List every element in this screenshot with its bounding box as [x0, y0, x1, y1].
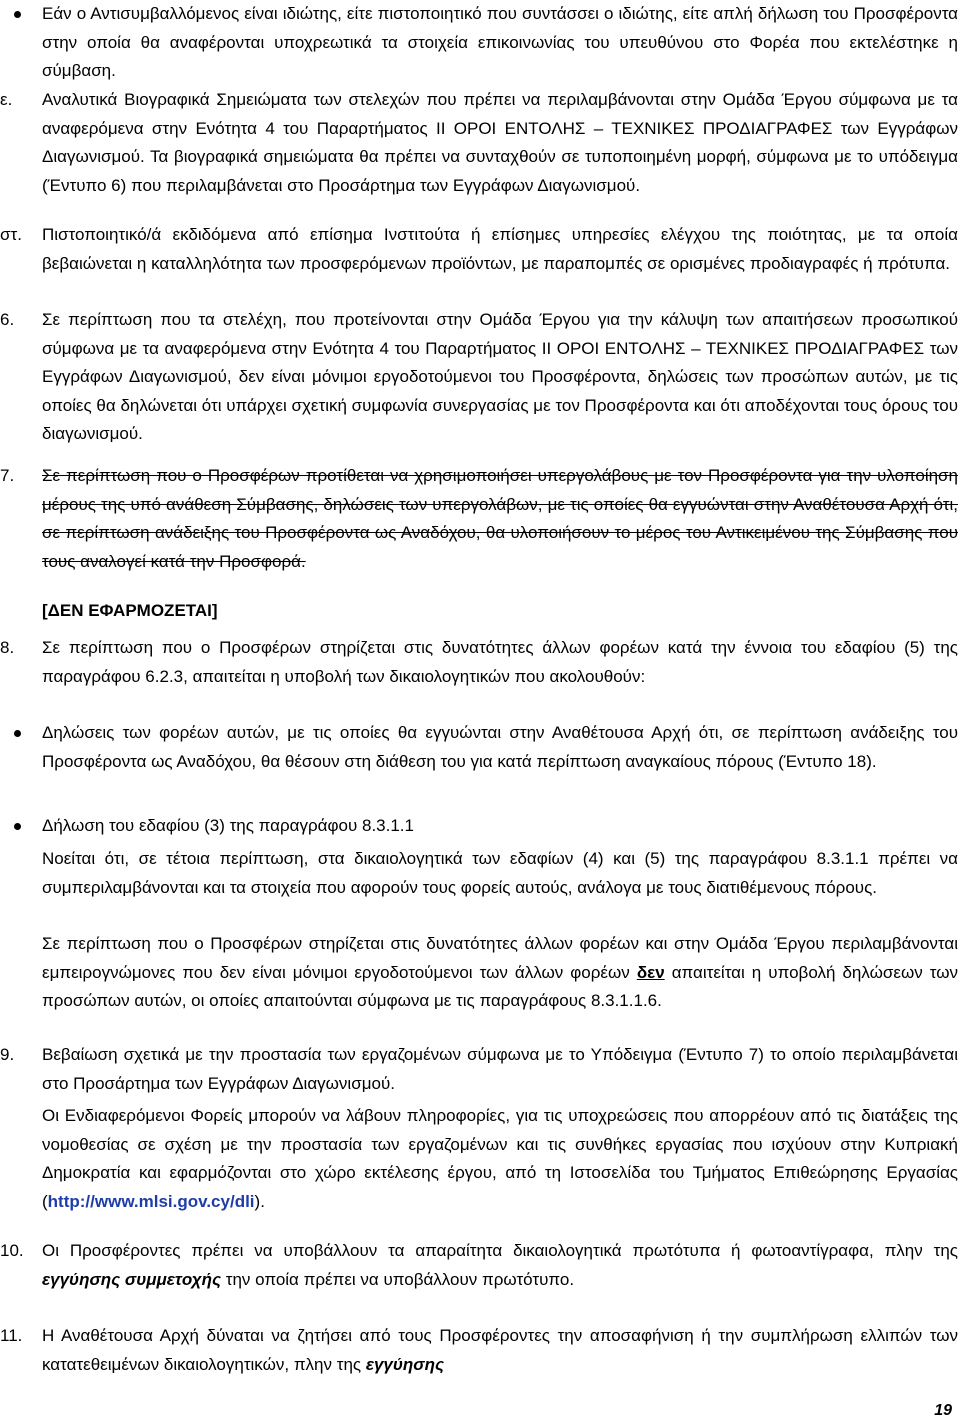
list-item-text: Πιστοποιητικό/ά εκδιδόμενα από επίσημα Ινστιτούτα ή επίσημες υπηρεσίες ελέγχου της ποιότητας, με τα οποία βεβαιώνεται η καταλληλότητα των προσφερόμενων προϊόντων, με παραπομπές σε ορισμένες προδιαγραφές ή πρότυπα. [42, 225, 958, 273]
item-marker: 10. [0, 1241, 24, 1260]
list-item-text: Σε περίπτωση που τα στελέχη, που προτείνονται στην Ομάδα Έργου για την κάλυψη των απαιτήσεων προσωπικού σύμφωνα με τα αναφερόμενα στην Ενότητα 4 του Παραρτήματος ΙΙ ΟΡΟΙ ΕΝΤΟΛΗΣ – ΤΕΧΝΙΚΕΣ ΠΡΟΔΙΑΓΡΑΦΕΣ των Εγγράφων Διαγωνισμού, δεν είναι μόνιμοι εργοδοτούμενοι του Προσφέροντα, δηλώσεις των προσώπων αυτών, με τις οποίες θα δηλώνεται ότι υπάρχει σχετική συμφωνία συνεργασίας με τον Προσφέροντα και ότι αποδέχονται τους όρους του διαγωνισμού. [42, 310, 958, 443]
list-item [0, 634, 960, 691]
list-item-text: Σε περίπτωση που ο Προσφέρων στηρίζεται στις δυνατότητες άλλων φορέων κατά την έννοια του εδαφίου (5) της παραγράφου 6.2.3, απαιτείται η υποβολή των δικαιολογητικών που ακολουθούν: [42, 638, 958, 686]
list-item [0, 1322, 960, 1379]
list-item-text: Εάν ο Αντισυμβαλλόμενος είναι ιδιώτης, είτε πιστοποιητικό που συντάσσει ο ιδιώτης, είτε απλή δήλωση του Προσφέροντα στην οποία θα αναφέρονται υποχρεωτικά τα στοιχεία επικοινωνίας του υπευθύνου στο Φορέα που εκτελέστηκε η σύμβαση. [42, 4, 958, 80]
paragraph: Νοείται ότι, σε τέτοια περίπτωση, στα δικαιολογητικά των εδαφίων (4) και (5) της παραγράφου 8.3.1.1 πρέπει να συμπεριλαμβάνονται και τα στοιχεία που αφορούν τους φορείς αυτούς, ανάλογα με τους διατιθέμενους πόρους. [42, 849, 958, 897]
list-item-text: Οι Προσφέροντες πρέπει να υποβάλλουν τα απαραίτητα δικαιολογητικά πρωτότυπα ή φωτοαντίγραφα, πλην της εγγύησης συμμετοχής την οποία πρέπει να υποβάλλουν πρωτότυπο. [42, 1241, 958, 1289]
paragraph: Σε περίπτωση που ο Προσφέρων στηρίζεται στις δυνατότητες άλλων φορέων και στην Ομάδα Έργου περιλαμβάνονται εμπειρογνώμονες που δεν είναι μόνιμοι εργοδοτούμενοι των άλλων φορέων δεν απαιτείται η υποβολή δηλώσεων των προσώπων αυτών, οι οποίες απαιτούνται σύμφωνα με τις παραγράφους 8.3.1.1.6. [42, 934, 958, 1010]
bullet-icon [14, 730, 21, 737]
list-item [0, 0, 960, 86]
paragraph: Οι Ενδιαφερόμενοι Φορείς μπορούν να λάβουν πληροφορίες, για τις υποχρεώσεις που απορρέουν από τις διατάξεις της νομοθεσίας σε σχέση με την προστασία των εργαζομένων και τις συνθήκες εργασίας που ισχύουν στην Κυπριακή Δημοκρατία και εφαρμόζονται στο χώρο εκτέλεσης έργου, από τη Ιστοσελίδα του Τμήματος Επιθεώρησης Εργασίας (http://www.mlsi.gov.cy/dli). [42, 1106, 958, 1211]
list-item-text-struck: Σε περίπτωση που ο Προσφέρων προτίθεται να χρησιμοποιήσει υπεργολάβους με τον Προσφέροντα για την υλοποίηση μέρους της υπό ανάθεση Σύμβασης, δηλώσεις των υπεργολάβων, με τις οποίες θα εγγυώνται στην Αναθέτουσα Αρχή ότι, σε περίπτωση ανάδειξης του Προσφέροντα ως Αναδόχου, θα υλοποιήσουν το μέρος του Αντικειμένου της Σύμβασης που τους αναλογεί κατά την Προσφορά. [42, 466, 958, 571]
list-item [0, 86, 960, 200]
list-item [0, 812, 960, 841]
list-item-text: Βεβαίωση σχετικά με την προστασία των εργαζομένων σύμφωνα με το Υπόδειγμα (Έντυπο 7) το οποίο περιλαμβάνεται στο Προσάρτημα των Εγγράφων Διαγωνισμού. [42, 1045, 958, 1093]
list-item [0, 719, 960, 776]
item-marker: 9. [0, 1045, 15, 1064]
list-item [0, 1041, 960, 1098]
item-marker: 11. [0, 1326, 23, 1345]
list-item [0, 462, 960, 576]
item-marker: 7. [0, 466, 15, 485]
item-marker: 6. [0, 310, 15, 329]
list-item [0, 221, 960, 278]
list-item-text: Αναλυτικά Βιογραφικά Σημειώματα των στελεχών που πρέπει να περιλαμβάνονται στην Ομάδα Έργου σύμφωνα με τα αναφερόμενα στην Ενότητα 4 του Παραρτήματος ΙΙ ΟΡΟΙ ΕΝΤΟΛΗΣ – ΤΕΧΝΙΚΕΣ ΠΡΟΔΙΑΓΡΑΦΕΣ των Εγγράφων Διαγωνισμού. Τα βιογραφικά σημειώματα θα πρέπει να συνταχθούν σε τυποποιημένη μορφή, σύμφωνα με το υπόδειγμα (Έντυπο 6) που περιλαμβάνεται στο Προσάρτημα των Εγγράφων Διαγωνισμού. [42, 90, 958, 195]
list-item-text: Η Αναθέτουσα Αρχή δύναται να ζητήσει από τους Προσφέροντες την αποσαφήνιση ή την συμπλήρωση ελλιπών των κατατεθειμένων δικαιολογητικών, πλην της εγγύησης [42, 1326, 958, 1374]
list-item [0, 306, 960, 449]
bullet-icon [14, 11, 21, 18]
item-marker: ε. [0, 90, 13, 109]
list-item-text: Δήλωση του εδαφίου (3) της παραγράφου 8.3.1.1 [42, 816, 414, 835]
list-item [0, 1237, 960, 1294]
not-applicable-notice: [ΔΕΝ ΕΦΑΡΜΟΖΕΤΑΙ] [42, 601, 218, 620]
page-number: 19 [934, 1402, 952, 1419]
item-marker: 8. [0, 638, 15, 657]
bullet-icon [14, 823, 21, 830]
list-item-text: Δηλώσεις των φορέων αυτών, με τις οποίες θα εγγυώνται στην Αναθέτουσα Αρχή ότι, σε περίπτωση ανάδειξης του Προσφέροντα ως Αναδόχου, θα θέσουν στη διάθεση του για κατά περίπτωση αναγκαίους πόρους (Έντυπο 18). [42, 723, 958, 771]
dli-link[interactable]: http://www.mlsi.gov.cy/dli [47, 1191, 255, 1211]
item-marker: στ. [0, 225, 22, 244]
